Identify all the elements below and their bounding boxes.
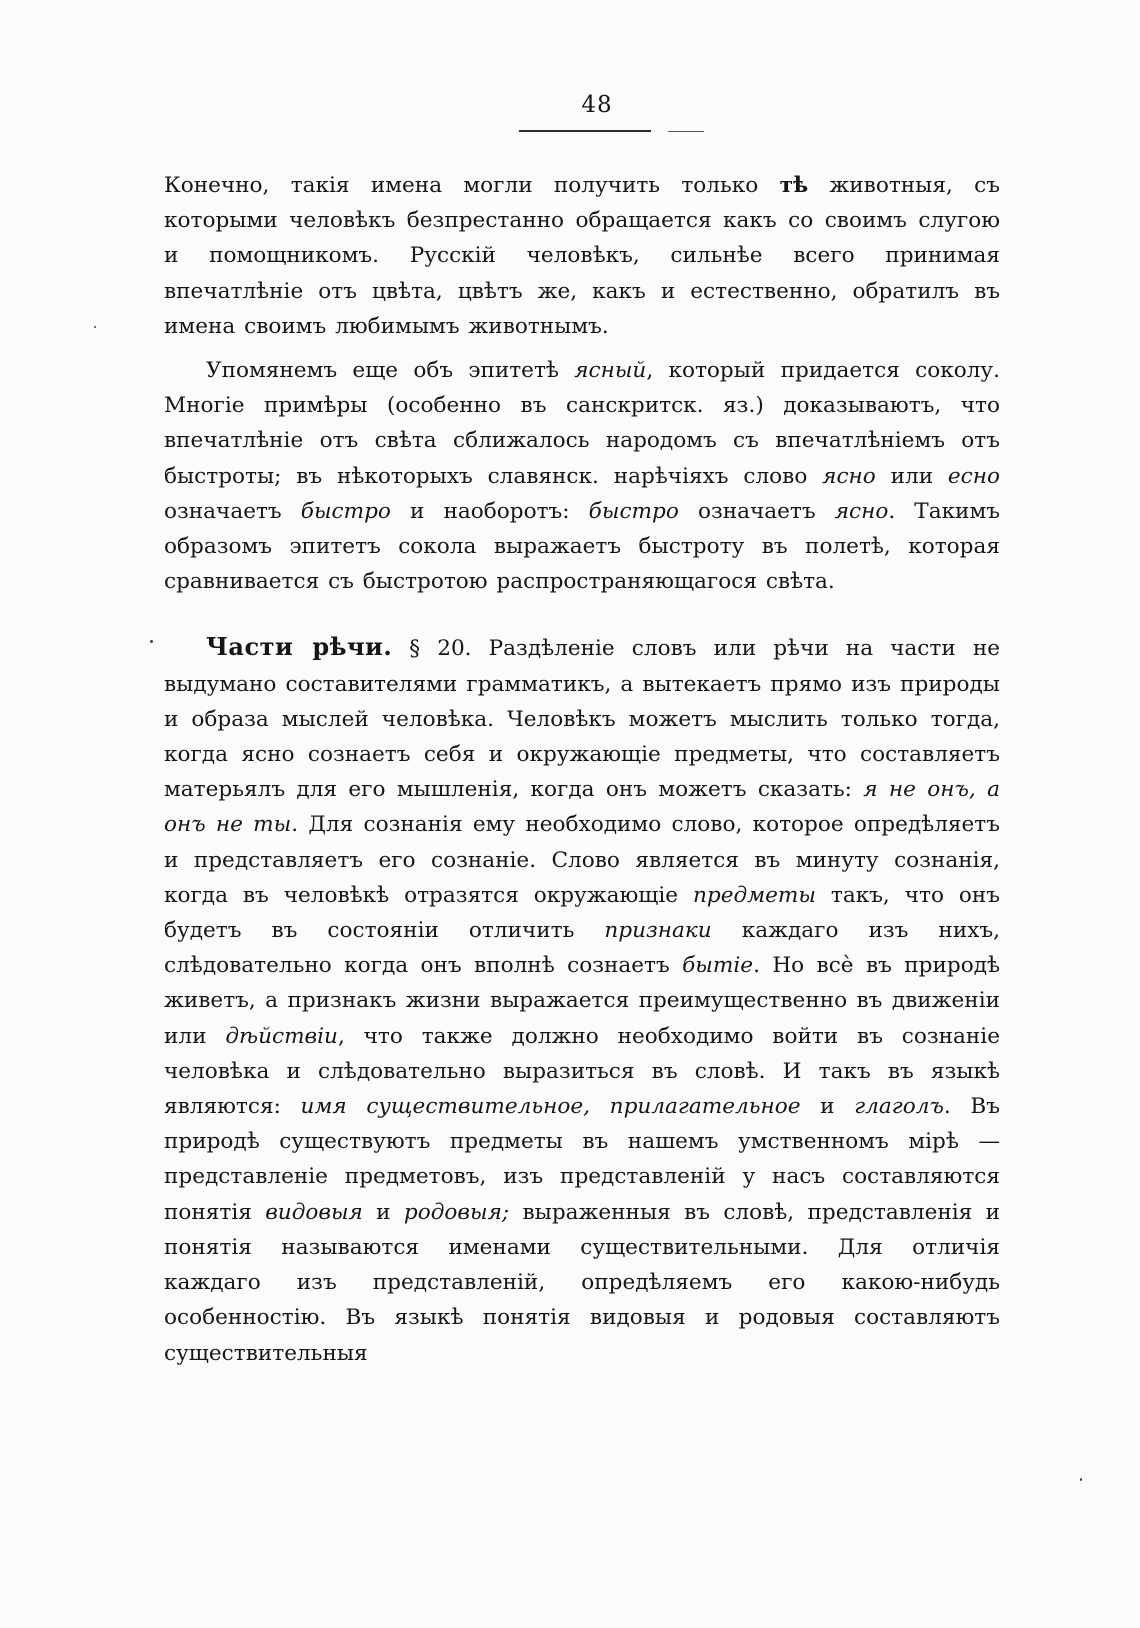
text-segment: . Въ природѣ существуютъ предметы въ нашемъ умственномъ мірѣ — представленіе предметовъ, изъ представленій у насъ составляются понятія (164, 1094, 1000, 1225)
italic-term: имя существительное, прилагательное (300, 1094, 801, 1120)
text-segment: и наоборотъ: (390, 498, 589, 524)
italic-term: родовыя; (403, 1199, 510, 1225)
text-segment: , который придается соколу. Многіе примѣры (особенно въ санскритск. яз.) доказываютъ, что впечатлѣніе отъ свѣта сближалось народомъ съ впечатлѣніемъ отъ быстроты; въ нѣкоторыхъ славянск. нарѣчіяхъ слово (164, 358, 1000, 489)
italic-term: признаки (604, 918, 712, 944)
italic-term: предметы (693, 882, 816, 908)
italic-term: дѣйствіи (225, 1023, 338, 1049)
page-text (164, 168, 1000, 1371)
text-segment: . Но всѐ въ природѣ живетъ, а признакъ жизни выражается преимущественно въ движеніи или (164, 953, 1001, 1049)
page-number: 48 (581, 92, 613, 118)
text-segment: такъ, что онъ будетъ въ состояніи отличить (164, 882, 1000, 944)
scan-speck (150, 640, 153, 643)
bold-term: тѣ (779, 173, 809, 198)
italic-term: бытіе (682, 953, 754, 979)
text-segment: означаетъ (164, 498, 301, 524)
italic-term: ясно (822, 463, 876, 489)
text-segment: выраженныя въ словѣ, представленія и понятія называются именами существительными. Для отличія каждаго изъ представленій, опредѣляемъ его какою-нибудь особенностію. Въ языкѣ понятія видовыя и родовыя составляютъ существительныя (164, 1199, 1000, 1366)
scan-speck (94, 326, 96, 328)
italic-term: видовыя (265, 1199, 363, 1225)
text-segment: Упомянемъ еще объ эпитетѣ (206, 358, 575, 384)
italic-term: ясно (834, 498, 889, 524)
text-segment: или (875, 463, 948, 489)
paragraph-1 (164, 168, 1000, 344)
paragraph-3-section-20 (164, 629, 1000, 1370)
section-heading: Части рѣчи. (206, 632, 393, 662)
text-segment: . Для сознанія ему необходимо слово, которое опредѣляетъ и представляетъ его сознаніе. Слово является въ минуту сознанія, когда въ человѣкѣ отразятся окружающіе (164, 812, 1000, 908)
text-segment: Конечно, такія имена могли получить только (164, 173, 780, 198)
scan-speck (1080, 1478, 1082, 1481)
text-segment: означаетъ (678, 498, 835, 524)
book-page (164, 92, 1000, 1371)
page-number-rule (519, 130, 651, 132)
page-number-rule-short (668, 131, 704, 132)
text-segment: , что также должно необходимо войти въ сознаніе человѣка и слѣдовательно выразиться въ словѣ. И такъ въ языкѣ являются: (164, 1023, 1000, 1120)
text-segment: § 20. Раздѣленіе словъ или рѣчи на части не выдумано составителями грамматикъ, а вытекаетъ прямо изъ природы и образа мыслей человѣка. Человѣкъ можетъ мыслить только тогда, когда ясно сознаетъ себя и окружающіе предметы, что составляетъ матерьялъ для его мышленія, когда онъ можетъ сказать: (164, 636, 1001, 803)
text-segment: . Такимъ образомъ эпитетъ сокола выражаетъ быстроту въ полетѣ, которая сравнивается съ быстротою распространяющагося свѣта. (164, 498, 1000, 595)
italic-term: глаголъ (854, 1094, 944, 1120)
italic-term: быстро (300, 498, 391, 524)
text-segment: и (362, 1199, 404, 1225)
text-segment: и (800, 1094, 855, 1120)
text-segment: животныя, съ которыми человѣкъ безпрестанно обращается какъ со своимъ слугою и помощникомъ. Русскій человѣкъ, сильнѣе всего принимая впечатлѣніе отъ цвѣта, цвѣтъ же, какъ и естественно, обратилъ въ имена своимъ любимымъ животнымъ. (164, 173, 1000, 339)
paragraph-2 (164, 353, 1000, 599)
italic-term: есно (947, 463, 1001, 489)
italic-term: ясный (574, 358, 647, 384)
italic-term: быстро (588, 498, 679, 524)
text-segment: каждаго изъ нихъ, слѣдовательно когда онъ вполнѣ сознаетъ (164, 918, 1000, 979)
italic-term: я не онъ, а онъ не ты (164, 777, 1000, 838)
